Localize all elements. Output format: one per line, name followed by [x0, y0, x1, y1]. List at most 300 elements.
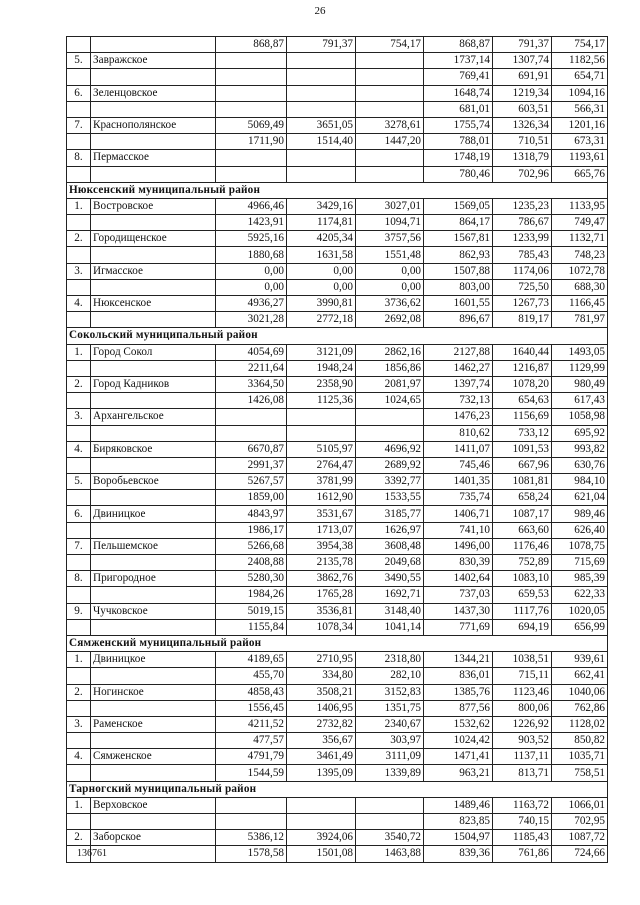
- value-cell: 1201,16: [552, 117, 608, 133]
- value-cell: 622,33: [552, 587, 608, 603]
- value-cell: 665,76: [552, 166, 608, 182]
- value-cell: 4189,65: [216, 652, 287, 668]
- settlement-name-cell: [91, 247, 216, 263]
- settlement-name-cell: [91, 490, 216, 506]
- settlement-continuation-row: [67, 765, 608, 781]
- value-cell: 3540,72: [356, 830, 424, 846]
- value-cell: 1091,53: [493, 441, 552, 457]
- value-cell: 1631,58: [287, 247, 356, 263]
- settlement-name-cell: Двиницкое: [91, 506, 216, 522]
- value-cell: 710,51: [493, 134, 552, 150]
- value-cell: 626,40: [552, 522, 608, 538]
- value-cell: 980,49: [552, 376, 608, 392]
- value-cell: 603,51: [493, 101, 552, 117]
- value-cell: 1426,08: [216, 393, 287, 409]
- value-cell: 1859,00: [216, 490, 287, 506]
- value-cell: 455,70: [216, 668, 287, 684]
- row-number-cell: 4.: [67, 296, 91, 312]
- value-cell: 3536,81: [287, 603, 356, 619]
- value-cell: 1035,71: [552, 749, 608, 765]
- value-cell: 4054,69: [216, 344, 287, 360]
- settlement-continuation-row: [67, 69, 608, 85]
- value-cell: 1692,71: [356, 587, 424, 603]
- settlement-continuation-row: [67, 134, 608, 150]
- value-cell: [287, 85, 356, 101]
- row-number-cell: [67, 247, 91, 263]
- value-cell: 1040,06: [552, 684, 608, 700]
- value-cell: 1041,14: [356, 619, 424, 635]
- settlement-row: [67, 684, 608, 700]
- value-cell: 3152,83: [356, 684, 424, 700]
- value-cell: 1087,72: [552, 830, 608, 846]
- value-cell: 830,39: [424, 555, 493, 571]
- value-cell: 1226,92: [493, 716, 552, 732]
- value-cell: 819,17: [493, 312, 552, 328]
- settlement-row: [67, 296, 608, 312]
- value-cell: 5019,15: [216, 603, 287, 619]
- settlement-name-cell: Ногинское: [91, 684, 216, 700]
- value-cell: 1344,21: [424, 652, 493, 668]
- row-number-cell: 8.: [67, 150, 91, 166]
- value-cell: 754,17: [552, 37, 608, 53]
- value-cell: 1711,90: [216, 134, 287, 150]
- value-cell: 868,87: [424, 37, 493, 53]
- value-cell: 724,66: [552, 846, 608, 862]
- settlement-row: [67, 231, 608, 247]
- value-cell: 1401,35: [424, 474, 493, 490]
- value-cell: [287, 69, 356, 85]
- value-cell: 2318,80: [356, 652, 424, 668]
- settlement-row: [67, 506, 608, 522]
- value-cell: 659,53: [493, 587, 552, 603]
- value-cell: 688,30: [552, 279, 608, 295]
- value-cell: 3954,38: [287, 538, 356, 554]
- value-cell: 477,57: [216, 733, 287, 749]
- value-cell: 1648,74: [424, 85, 493, 101]
- value-cell: 5280,30: [216, 571, 287, 587]
- value-cell: 984,10: [552, 474, 608, 490]
- row-number-cell: 2.: [67, 231, 91, 247]
- value-cell: 791,37: [493, 37, 552, 53]
- value-cell: 1748,19: [424, 150, 493, 166]
- value-cell: 788,01: [424, 134, 493, 150]
- value-cell: 1318,79: [493, 150, 552, 166]
- settlement-name-cell: [91, 312, 216, 328]
- value-cell: 850,82: [552, 733, 608, 749]
- value-cell: 1514,40: [287, 134, 356, 150]
- value-cell: [356, 101, 424, 117]
- settlement-name-cell: [91, 700, 216, 716]
- value-cell: 0,00: [356, 279, 424, 295]
- value-cell: 1163,72: [493, 797, 552, 813]
- value-cell: 1551,48: [356, 247, 424, 263]
- settlement-name-cell: [91, 393, 216, 409]
- value-cell: 862,93: [424, 247, 493, 263]
- settlement-continuation-row: [67, 101, 608, 117]
- value-cell: 1765,28: [287, 587, 356, 603]
- value-cell: 1137,11: [493, 749, 552, 765]
- settlement-name-cell: [91, 166, 216, 182]
- value-cell: 3021,28: [216, 312, 287, 328]
- value-cell: 356,67: [287, 733, 356, 749]
- row-number-cell: 4.: [67, 749, 91, 765]
- value-cell: 748,23: [552, 247, 608, 263]
- value-cell: 1986,17: [216, 522, 287, 538]
- row-number-cell: 7.: [67, 538, 91, 554]
- settlement-row: [67, 198, 608, 214]
- value-cell: 989,46: [552, 506, 608, 522]
- settlement-row: [67, 797, 608, 813]
- settlement-name-cell: Верховское: [91, 797, 216, 813]
- row-number-cell: 2.: [67, 684, 91, 700]
- row-number-cell: [67, 279, 91, 295]
- value-cell: 4843,97: [216, 506, 287, 522]
- value-cell: [216, 797, 287, 813]
- value-cell: 1174,06: [493, 263, 552, 279]
- value-cell: [216, 150, 287, 166]
- value-cell: 673,31: [552, 134, 608, 150]
- value-cell: 282,10: [356, 668, 424, 684]
- row-number-cell: [67, 765, 91, 781]
- value-cell: 1132,71: [552, 231, 608, 247]
- settlement-name-cell: [91, 765, 216, 781]
- row-number-cell: [67, 425, 91, 441]
- row-number-cell: 2.: [67, 376, 91, 392]
- value-cell: 4791,79: [216, 749, 287, 765]
- value-cell: 2862,16: [356, 344, 424, 360]
- value-cell: 745,46: [424, 457, 493, 473]
- value-cell: 1556,45: [216, 700, 287, 716]
- value-cell: 733,12: [493, 425, 552, 441]
- settlement-name-cell: Востровское: [91, 198, 216, 214]
- value-cell: 1395,09: [287, 765, 356, 781]
- settlement-continuation-row: [67, 700, 608, 716]
- value-cell: 630,76: [552, 457, 608, 473]
- settlement-name-cell: [91, 457, 216, 473]
- value-cell: 4858,43: [216, 684, 287, 700]
- settlement-name-cell: Биряковское: [91, 441, 216, 457]
- value-cell: 1176,46: [493, 538, 552, 554]
- value-cell: 654,63: [493, 393, 552, 409]
- value-cell: 0,00: [216, 263, 287, 279]
- value-cell: 4211,52: [216, 716, 287, 732]
- settlement-row: [67, 85, 608, 101]
- row-number-cell: 1.: [67, 797, 91, 813]
- value-cell: 3121,09: [287, 344, 356, 360]
- row-number-cell: [67, 733, 91, 749]
- value-cell: 781,97: [552, 312, 608, 328]
- value-cell: 1612,90: [287, 490, 356, 506]
- settlement-continuation-row: [67, 668, 608, 684]
- value-cell: 1601,55: [424, 296, 493, 312]
- value-cell: 621,04: [552, 490, 608, 506]
- value-cell: 1094,71: [356, 215, 424, 231]
- row-number-cell: 2.: [67, 830, 91, 846]
- value-cell: 836,01: [424, 668, 493, 684]
- value-cell: 1155,84: [216, 619, 287, 635]
- value-cell: 1078,20: [493, 376, 552, 392]
- settlement-name-cell: Заборское: [91, 830, 216, 846]
- value-cell: 1072,78: [552, 263, 608, 279]
- value-cell: 2991,37: [216, 457, 287, 473]
- value-cell: [356, 797, 424, 813]
- value-cell: [287, 166, 356, 182]
- settlement-row: [67, 263, 608, 279]
- value-cell: 1493,05: [552, 344, 608, 360]
- value-cell: 1437,30: [424, 603, 493, 619]
- settlement-name-cell: [91, 814, 216, 830]
- row-number-cell: 3.: [67, 716, 91, 732]
- value-cell: 1094,16: [552, 85, 608, 101]
- value-cell: [287, 814, 356, 830]
- value-cell: 2408,88: [216, 555, 287, 571]
- value-cell: 2689,92: [356, 457, 424, 473]
- value-cell: 4966,46: [216, 198, 287, 214]
- value-cell: 3924,06: [287, 830, 356, 846]
- page-number: 26: [314, 5, 326, 17]
- value-cell: [216, 409, 287, 425]
- value-cell: 1489,46: [424, 797, 493, 813]
- value-cell: 1133,95: [552, 198, 608, 214]
- value-cell: 0,00: [287, 263, 356, 279]
- row-number-cell: 3.: [67, 263, 91, 279]
- value-cell: 1411,07: [424, 441, 493, 457]
- value-cell: 1533,55: [356, 490, 424, 506]
- district-header-row: [67, 182, 608, 198]
- value-cell: 3862,76: [287, 571, 356, 587]
- settlement-name-cell: Нюксенское: [91, 296, 216, 312]
- value-cell: 1117,76: [493, 603, 552, 619]
- value-cell: 864,17: [424, 215, 493, 231]
- value-cell: [216, 69, 287, 85]
- value-cell: [287, 150, 356, 166]
- value-cell: 1182,56: [552, 53, 608, 69]
- settlement-continuation-row: [67, 393, 608, 409]
- value-cell: 5266,68: [216, 538, 287, 554]
- settlement-row: [67, 652, 608, 668]
- district-header-row: [67, 781, 608, 797]
- settlement-name-cell: Городищенское: [91, 231, 216, 247]
- value-cell: 667,96: [493, 457, 552, 473]
- value-cell: 1406,95: [287, 700, 356, 716]
- settlement-continuation-row: [67, 846, 608, 862]
- value-cell: 1193,61: [552, 150, 608, 166]
- value-cell: [216, 85, 287, 101]
- value-cell: 780,46: [424, 166, 493, 182]
- value-cell: 663,60: [493, 522, 552, 538]
- row-number-cell: 1.: [67, 652, 91, 668]
- district-name: Сямженский муниципальный район: [67, 635, 608, 651]
- settlement-row: [67, 474, 608, 490]
- value-cell: 1024,65: [356, 393, 424, 409]
- value-cell: [216, 425, 287, 441]
- settlement-name-cell: Архангельское: [91, 409, 216, 425]
- settlement-name-cell: [91, 69, 216, 85]
- settlement-continuation-row: [67, 490, 608, 506]
- district-header-row: [67, 635, 608, 651]
- value-cell: 791,37: [287, 37, 356, 53]
- settlement-name-cell: [91, 522, 216, 538]
- row-number-cell: 5.: [67, 53, 91, 69]
- value-cell: 1123,46: [493, 684, 552, 700]
- settlement-row: [67, 117, 608, 133]
- value-cell: 786,67: [493, 215, 552, 231]
- value-cell: [356, 150, 424, 166]
- settlement-name-cell: Город Кадников: [91, 376, 216, 392]
- value-cell: 3781,99: [287, 474, 356, 490]
- value-cell: 3508,21: [287, 684, 356, 700]
- value-cell: 758,51: [552, 765, 608, 781]
- value-cell: 681,01: [424, 101, 493, 117]
- value-cell: 1166,45: [552, 296, 608, 312]
- value-cell: 1385,76: [424, 684, 493, 700]
- value-cell: 1129,99: [552, 360, 608, 376]
- value-cell: 1501,08: [287, 846, 356, 862]
- value-cell: 4205,34: [287, 231, 356, 247]
- value-cell: 2692,08: [356, 312, 424, 328]
- value-cell: 1128,02: [552, 716, 608, 732]
- value-cell: 4936,27: [216, 296, 287, 312]
- row-number-cell: [67, 134, 91, 150]
- value-cell: [356, 85, 424, 101]
- value-cell: 1235,23: [493, 198, 552, 214]
- settlement-name-cell: Завражское: [91, 53, 216, 69]
- value-cell: [356, 166, 424, 182]
- row-number-cell: [67, 668, 91, 684]
- value-cell: 2358,90: [287, 376, 356, 392]
- row-number-cell: [67, 69, 91, 85]
- value-cell: 3990,81: [287, 296, 356, 312]
- row-number-cell: 5.: [67, 474, 91, 490]
- row-number-cell: [67, 814, 91, 830]
- value-cell: 737,03: [424, 587, 493, 603]
- value-cell: 617,43: [552, 393, 608, 409]
- value-cell: 785,43: [493, 247, 552, 263]
- value-cell: 810,62: [424, 425, 493, 441]
- value-cell: [356, 53, 424, 69]
- value-cell: 1640,44: [493, 344, 552, 360]
- settlement-continuation-row: [67, 733, 608, 749]
- value-cell: 1578,58: [216, 846, 287, 862]
- value-cell: 1083,10: [493, 571, 552, 587]
- value-cell: 1326,34: [493, 117, 552, 133]
- settlement-name-cell: [91, 668, 216, 684]
- value-cell: 769,41: [424, 69, 493, 85]
- value-cell: 1569,05: [424, 198, 493, 214]
- value-cell: 2049,68: [356, 555, 424, 571]
- value-cell: [216, 53, 287, 69]
- value-cell: 1081,81: [493, 474, 552, 490]
- value-cell: 702,96: [493, 166, 552, 182]
- settlement-continuation-row: [67, 247, 608, 263]
- value-cell: 1078,75: [552, 538, 608, 554]
- value-cell: 749,47: [552, 215, 608, 231]
- settlement-row: [67, 409, 608, 425]
- row-number-cell: 7.: [67, 117, 91, 133]
- value-cell: 868,87: [216, 37, 287, 53]
- district-header-row: [67, 328, 608, 344]
- settlement-continuation-row: [67, 279, 608, 295]
- value-cell: 1397,74: [424, 376, 493, 392]
- settlement-continuation-row: [67, 555, 608, 571]
- value-cell: 725,50: [493, 279, 552, 295]
- value-cell: 334,80: [287, 668, 356, 684]
- value-cell: 1504,97: [424, 830, 493, 846]
- value-cell: 2135,78: [287, 555, 356, 571]
- value-cell: 3392,77: [356, 474, 424, 490]
- value-cell: 3461,49: [287, 749, 356, 765]
- settlement-continuation-row: [67, 814, 608, 830]
- value-cell: 3490,55: [356, 571, 424, 587]
- value-cell: 694,19: [493, 619, 552, 635]
- value-cell: 1507,88: [424, 263, 493, 279]
- value-cell: 752,89: [493, 555, 552, 571]
- value-cell: 800,06: [493, 700, 552, 716]
- row-number-cell: 1.: [67, 344, 91, 360]
- value-cell: 1174,81: [287, 215, 356, 231]
- value-cell: [287, 425, 356, 441]
- value-cell: 1984,26: [216, 587, 287, 603]
- value-cell: 939,61: [552, 652, 608, 668]
- settlement-name-cell: [91, 733, 216, 749]
- value-cell: 1406,71: [424, 506, 493, 522]
- value-cell: 691,91: [493, 69, 552, 85]
- value-cell: 1544,59: [216, 765, 287, 781]
- settlement-row: [67, 344, 608, 360]
- value-cell: 1567,81: [424, 231, 493, 247]
- value-cell: 3531,67: [287, 506, 356, 522]
- value-cell: [356, 814, 424, 830]
- settlement-name-cell: Город Сокол: [91, 344, 216, 360]
- row-number-cell: [67, 522, 91, 538]
- value-cell: 732,13: [424, 393, 493, 409]
- settlement-name-cell: Игмасское: [91, 263, 216, 279]
- value-cell: [356, 425, 424, 441]
- settlement-name-cell: [91, 279, 216, 295]
- settlement-continuation-row: [67, 166, 608, 182]
- value-cell: 3651,05: [287, 117, 356, 133]
- value-cell: 0,00: [356, 263, 424, 279]
- row-number-cell: 6.: [67, 85, 91, 101]
- settlement-name-cell: Раменское: [91, 716, 216, 732]
- value-cell: 1219,34: [493, 85, 552, 101]
- value-cell: 1423,91: [216, 215, 287, 231]
- value-cell: 566,31: [552, 101, 608, 117]
- value-cell: 1402,64: [424, 571, 493, 587]
- settlement-continuation-row: [67, 312, 608, 328]
- row-number-cell: 1.: [67, 198, 91, 214]
- row-number-cell: [67, 312, 91, 328]
- value-cell: 839,36: [424, 846, 493, 862]
- value-cell: 1307,74: [493, 53, 552, 69]
- row-number-cell: [67, 166, 91, 182]
- row-number-cell: 6.: [67, 506, 91, 522]
- settlement-name-cell: [91, 101, 216, 117]
- value-cell: 762,86: [552, 700, 608, 716]
- settlement-row: [67, 441, 608, 457]
- settlement-name-cell: [91, 587, 216, 603]
- value-cell: [287, 797, 356, 813]
- value-cell: 1024,42: [424, 733, 493, 749]
- settlement-row: [67, 53, 608, 69]
- settlement-name-cell: Чучковское: [91, 603, 216, 619]
- value-cell: 2127,88: [424, 344, 493, 360]
- value-cell: 1447,20: [356, 134, 424, 150]
- settlement-name-cell: [91, 360, 216, 376]
- value-cell: 1496,00: [424, 538, 493, 554]
- value-cell: 3608,48: [356, 538, 424, 554]
- value-cell: 1339,89: [356, 765, 424, 781]
